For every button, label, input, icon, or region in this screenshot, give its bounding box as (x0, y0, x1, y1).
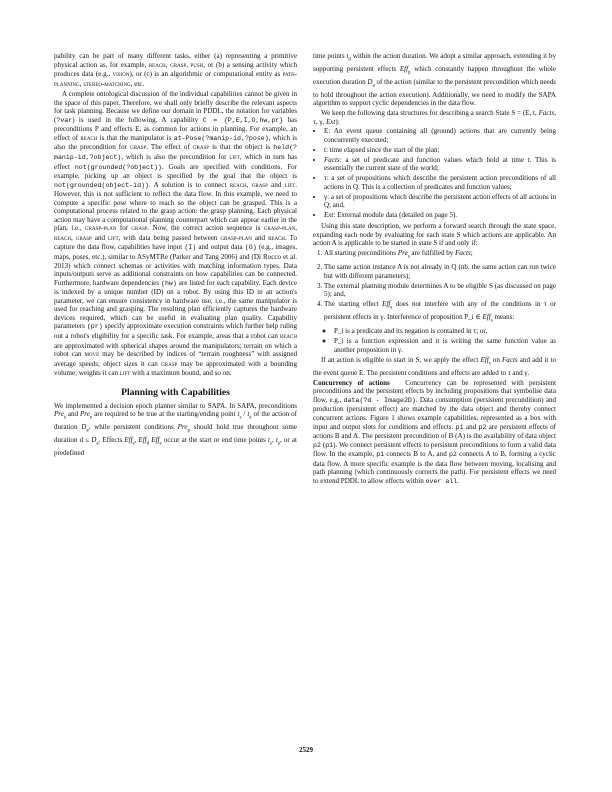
paragraph: A complete ontological discussion of the individual capabilities cannot be given in the space of this paper. Therefore, we shall only briefly describe the relevant aspects for task planning. Because we define our domain in PDDL, the notation for variables (?var) is used in the following. A capability C = {P,E,I,O,hw,pr} has preconditions P and effects E, as common for actions in planning. For example, an effect of reach is that the manipulator is at-Pose(?manip-id,?pose), which is also the precondition for grasp. The effect of grasp is that the object is held(?manip-id,?object), which is also the precondition for lift, which in turn has effect not(grounded(?object)). Goals are specified with conditions. For example, picking up an object is specified by the goal that the object is not(grounded(object-id)). A solution is to connect reach, grasp and lift. However, this is not sufficient to reflect the data flow. In this example, we need to compute a specific pose where to reach so the object can be grasped. This is a computational process related to the grasp action: the grasp planning. Each physical action may have a computational planning counterpart which can appear earlier in the plan, i.e., grasp-plan for grasp. Now, the correct action sequence is grasp-plan, reach, grasp and lift, with data being passed between grasp-plan and reach. To capture the data flow, capabilities have input (I) and output data (O) (e.g., images, maps, poses, etc.), similar to ASyMTRe (Parker and Tang 2006) and (Di Rocco et al. 2013) which connect schemas or activities with matching information types. Data inputs/outputs serve as additional constraints on how capabilities can be connected. Furthermore, hardware dependencies (hw) are listed for each capability. Each device is indexed by a unique number (ID) on a robot. By using this ID in an action's parameter, we can ensure consistency in hardware use, i.e., the same manipulator is used for reaching and grasping. The resulting plan efficiently captures the hardware devices required, which can be useful in evaluating plan quality. Capability parameters (pr) specify approximate execution constraints which further help ruling out a robot's eligibility for a specific task. For example, areas that a robot can reach are approximated with spherical shapes around the manipulators; terrain on which a robot can move may be described by indices of “terrain roughness” with assigned average speeds; object sizes it can grasp may be approximated with a bounding volume; weights it can lift with a maximum bound, and so on. (54, 90, 298, 378)
left-column (54, 52, 297, 459)
paragraph: If an action is eligible to start in S, we apply the effect Eff$_s$ on Facts and add it to the event queue E. The persistent conditions and effects are added to τ and γ. (313, 356, 556, 378)
section-heading: Planning with Capabilities (121, 386, 230, 398)
applicability-list (313, 249, 556, 355)
paragraph-text: Concurrency can be represented with persistent preconditions and the persistent effects by including propositions that symbolise data flow, e.g., data(?d - Image2D). Data consumption (persistent precondition) and production (persistent effect) are matched by the data object and thereby connect concurrent actions. Figure 1 shows example capabilities, represented as a box with input and output slots for conditions and effects. p1 and p2 are persistent effects of actions B and A. The persistent precondition of B (A) is the availability of data object p2 (p1). We connect persistent effects to persistent preconditions to form a valid data flow. In the example, p1 connects B to A, and p2 connects A to B, forming a cyclic data flow. A more specific example is the data flow between moving, localising and path planning (which continuously corrects the path). For persistent effects we need to extend PDDL to allow effects within over all. (313, 378, 557, 485)
list-item: • Facts: a set of predicate and function values which hold at time t. This is essentially the current state of the world; (324, 156, 556, 173)
state-bullet-list (313, 127, 556, 220)
list-item: ◦ P_i is a function expression and it is writing the same function value as another proposition in γ. (334, 337, 556, 354)
list-item: 2. The same action instance A is not already in Q (nb. the same action can run twice but with different parameters); (324, 263, 556, 280)
paragraph: We implemented a decision epoch planner similar to SAPA. In SAPA, preconditions Pre$_s$ and Pre$_e$ are required to be true at the starting/ending point $t_s / t_e$ of the action of duration $D_a$, while persistent conditions Pre$_p$ should hold true throughout some duration $d \le D_a$. Effects Eff$_s$, Eff$_d$ Eff$_e$ occur at the start or end time points $t_s$, $t_e$, or at predefined (54, 401, 298, 458)
list-item: • E: An event queue containing all (ground) actions that are currently being concurrently executed; (324, 127, 556, 144)
paragraph: Using this state description, we perform a forward search through the state space, expanding each node by evaluating for each state S which actions are applicable. An action A is applicable to be started in state S if and only if: (313, 222, 556, 248)
interference-list (324, 327, 556, 354)
list-item: • Ext: External module data (detailed on page 5). (324, 211, 556, 220)
list-item: • τ: a set of propositions which describe the persistent action preconditions of all actions in Q. This is a collection of predicates and function values; (324, 174, 556, 191)
paragraph (313, 379, 556, 487)
list-item: ◦ P_i is a predicate and its negation is contained in τ; or, (334, 327, 556, 336)
page-number: 2529 (299, 746, 313, 754)
run-in-heading: Concurrency of actions (313, 378, 390, 387)
list-item: 4. The starting effect Eff$_s$ does not interfere with any of the conditions in τ or persistent effects in γ. Interference of proposition P_i ∈ Eff$_s$ means: ◦ P_i is a predicate and its negation is contained in τ; or, ◦ P_i is a function expression and it is writing the same function value as another proposition in γ. (324, 300, 556, 354)
paragraph: pability can be part of many different tasks, either (a) representing a primitive physical action as, for example, reach, grasp, push, or (b) a sensing activity which produces data (e.g., vision), or (c) is an algorithmic or computational entity as path-planning, stereo-matching, etc. (54, 52, 297, 88)
list-item: 1. All starting preconditions Pre$_s$ are fulfilled by Facts; (324, 249, 556, 262)
list-item: • t: time elapsed since the start of the plan; (324, 146, 556, 155)
paragraph: time points $t_d$ within the action duration. We adopt a similar approach, extending it by supporting persistent effects Eff$_p$ which constantly happen throughout the whole execution duration $D_a$ of the action (similar to the persistent precondition which needs to hold throughout the action execution). Additionally, we need to modify the SAPA algorithm to support cyclic dependencies in the data flow. (313, 52, 557, 108)
right-column (313, 52, 556, 487)
list-item: • γ: a set of propositions which describe the persistent action effects of all actions in Q; and, (324, 193, 556, 210)
paragraph: We keep the following data structures for describing a search State S = (E, t, Facts, τ, γ, Ext): (313, 108, 556, 126)
list-item: 3. The external planning module determines A to be eligible S (as discussed on page 5); and, (324, 282, 556, 299)
